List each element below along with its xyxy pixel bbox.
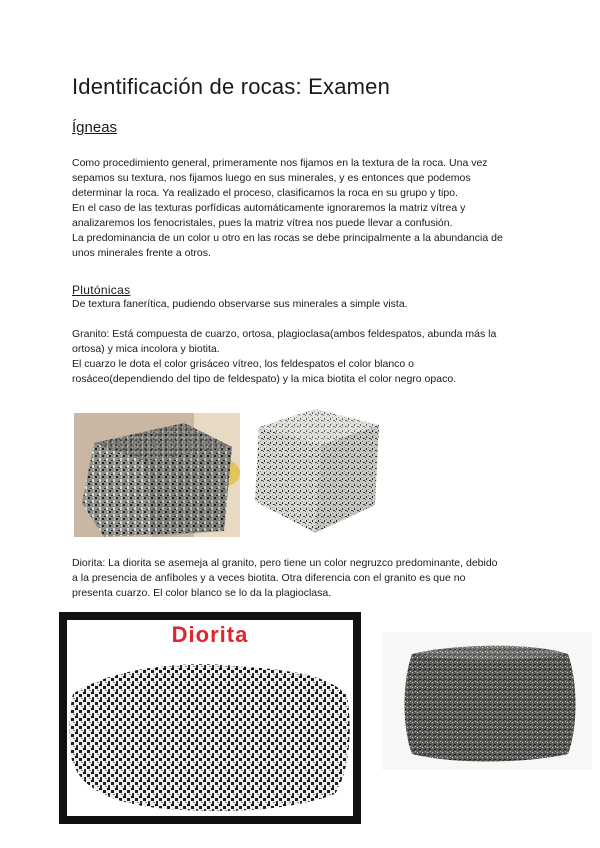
intro-line: En el caso de las texturas porfídicas automáticamente ignoraremos la matriz vítrea y xyxy=(72,202,466,214)
granite-photo-1 xyxy=(74,413,240,537)
granito-line: El cuarzo le dota el color grisáceo vítreo, los feldespatos el color blanco o xyxy=(72,358,415,370)
granite-photo-2 xyxy=(245,405,383,537)
diorita-image-label: Diorita xyxy=(171,622,249,647)
diorita-photo-inner xyxy=(67,620,353,816)
diorita-framed-photo xyxy=(59,612,361,824)
intro-line: La predominancia de un color u otro en las rocas se debe principalmente a la abundancia de xyxy=(72,232,503,244)
intro-paragraph xyxy=(72,156,532,261)
diorita-line: presenta cuarzo. El color blanco se lo da la plagioclasa. xyxy=(72,587,332,599)
intro-line: sepamos su textura, nos fijamos luego en sus minerales, y es entonces que podemos xyxy=(72,172,471,184)
granito-line: rosáceo(dependiendo del tipo de feldespato) y la mica biotita el color negro opaco. xyxy=(72,373,457,385)
diorita-line: a la presencia de anfíboles y a veces biotita. Otra diferencia con el granito es que no xyxy=(72,572,466,584)
diorite-photo-2 xyxy=(382,632,592,770)
plutonic-description xyxy=(72,297,532,312)
intro-line: unos minerales frente a otros. xyxy=(72,247,211,259)
diorita-line: Diorita: La diorita se asemeja al granito, pero tiene un color negruzco predominante, debido xyxy=(72,557,498,569)
intro-line: determinar la roca. Ya realizado el proceso, clasificamos la roca en su grupo y tipo. xyxy=(72,187,458,199)
granito-paragraph xyxy=(72,327,532,387)
intro-line: Como procedimiento general, primeramente nos fijamos en la textura de la roca. Una vez xyxy=(72,157,488,169)
plutonic-line: De textura fanerítica, pudiendo observarse sus minerales a simple vista. xyxy=(72,298,408,310)
granito-line: ortosa) y mica incolora y biotita. xyxy=(72,343,220,355)
page-title: Identificación de rocas: Examen xyxy=(72,74,391,99)
intro-line: analizaremos los fenocristales, pues la matriz vítrea nos puede llevar a confusión. xyxy=(72,217,453,229)
section-heading-igneas: Ígneas xyxy=(72,119,118,136)
diorita-paragraph xyxy=(72,556,532,601)
subsection-heading-plutonicas: Plutónicas xyxy=(72,283,131,297)
granito-line: Granito: Está compuesta de cuarzo, ortosa, plagioclasa(ambos feldespatos, abunda más la xyxy=(72,328,497,340)
